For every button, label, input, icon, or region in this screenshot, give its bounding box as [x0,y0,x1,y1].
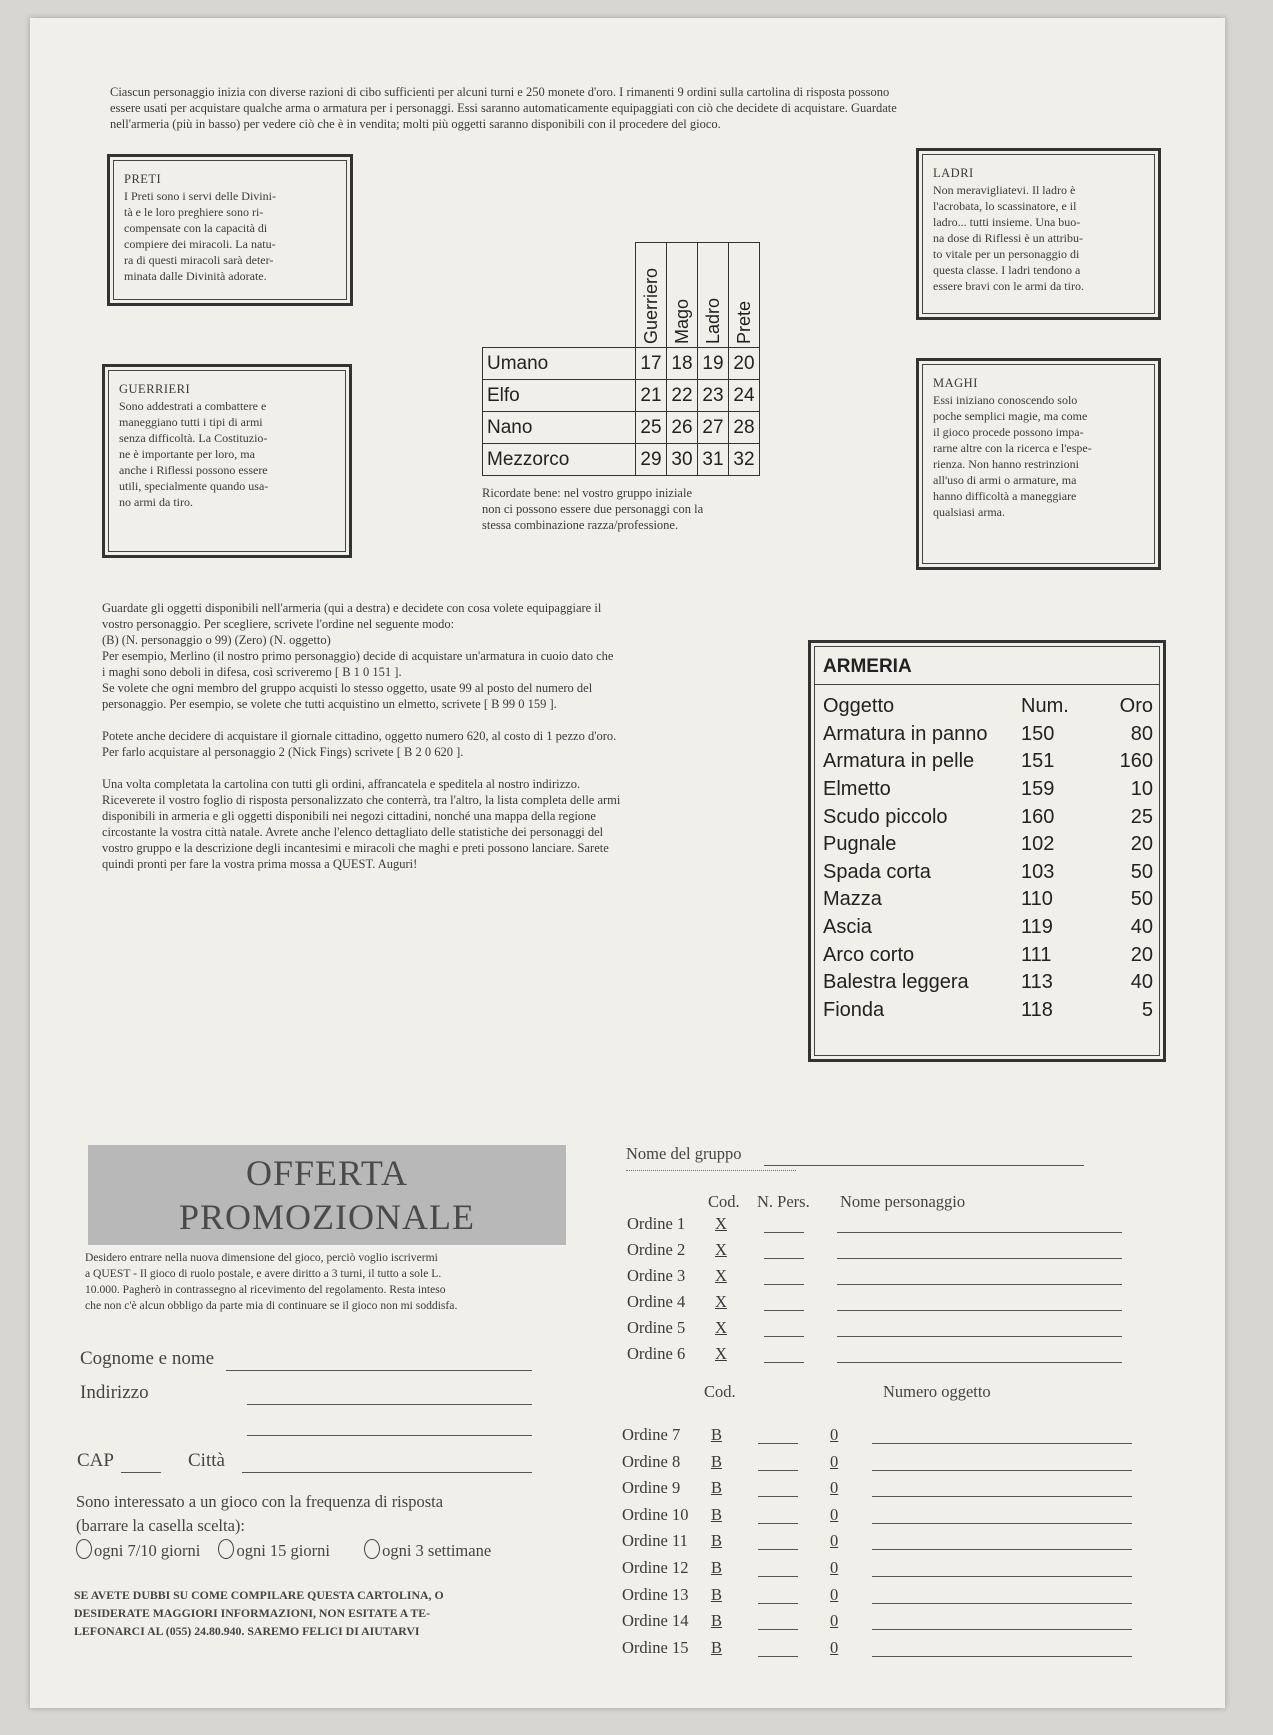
order-label: Ordine 8 [622,1451,681,1471]
order-label: Ordine 7 [622,1425,681,1444]
order-item-field[interactable] [872,1603,1132,1604]
instructions-para-1: Guardate gli oggetti disponibili nell'armeria (qui a destra) e decidete con cosa volete equipaggiare il vostro personaggio. Per scegliere, scrivete l'ordine nel seguente modo: (B) (N. personaggio o 99) (Zero) (N. oggetto) Per esempio, Merlino (il nostro primo personaggio) decide di acquistare un'armatura in cuoio dato che i maghi sono deboli in difesa, così scriveremo [ B 1 0 151 ]. Se volete che ogni membro del gruppo acquisti lo stesso oggetto, usate 99 al posto del numero del personaggio. Per esempio, se volete che tutti acquistino un elmetto, scrivete [ B 99 0 159 ]. [102,601,614,711]
order-row [622,1452,1102,1474]
option-7-10[interactable]: ogni 7/10 giorni [76,1541,200,1560]
order-item-field[interactable] [872,1443,1132,1444]
order-code: X [715,1266,727,1285]
grid-code: 30 [667,444,698,476]
grid-header-row [483,243,760,348]
class-line: I Preti sono i servi delle Divini- [124,189,276,203]
instructions [102,600,822,872]
radio-circle-icon [364,1539,380,1559]
class-line: compiere dei miracoli. La natu- [124,237,276,251]
order-item-field[interactable] [872,1549,1132,1550]
order-npers-field[interactable] [764,1258,804,1259]
order-label: Ordine 11 [622,1531,688,1551]
order-row [622,1611,1102,1633]
order-name-field[interactable] [837,1232,1122,1233]
order-code: B [711,1584,723,1604]
grid-row-label: Umano [483,348,636,380]
order-npers-field[interactable] [758,1656,798,1657]
order-row [627,1344,1107,1366]
class-line: na dose di Riflessi è un attribu- [933,231,1083,245]
class-title: MAGHI [933,376,978,390]
order-code: X [715,1344,727,1363]
class-title: LADRI [933,166,974,180]
grid-row-label: Mezzorco [483,444,636,476]
order-zero: 0 [830,1504,839,1524]
order-label: Ordine 14 [622,1611,689,1631]
instructions-para-3: Una volta completata la cartolina con tutti gli ordini, affrancatela e speditela al nostro indirizzo. Riceverete il vostro foglio di risposta personalizzato che conterrà, tra l'altro, la lista completa delle armi disponibili in armeria e gli oggetti disponibili nei negozi cittadini, nonché una mappa della regione circostante la vostra città natale. Avrete anche l'elenco dettagliato delle statistiche dei personaggi del vostro gruppo e la descrizione degli incantesimi e miracoli che maghi e preti possono lanciare. Sarete quindi pronti per fare la vostra prima mossa a QUEST. Auguri! [102,777,621,871]
order-code: B [711,1478,723,1498]
class-line: rarne altre con la ricerca e l'espe- [933,441,1092,455]
class-line: Essi iniziano conoscendo solo [933,393,1078,407]
table-row: Spada corta 103 50 [823,860,1153,883]
indirizzo-label: Indirizzo [80,1382,149,1403]
order-item-field[interactable] [872,1496,1132,1497]
header-nome-personaggio: Nome personaggio [840,1192,966,1211]
order-row [627,1292,1107,1314]
class-line: essere bravi con le armi da tiro. [933,279,1084,293]
option-3-settimane[interactable]: ogni 3 settimane [364,1541,491,1560]
grid-code: 25 [636,412,667,444]
order-label: Ordine 10 [622,1504,689,1524]
radio-circle-icon [218,1539,234,1559]
grid-code: 28 [729,412,760,444]
race-class-grid [482,242,760,476]
order-item-field[interactable] [872,1523,1132,1524]
class-title: PRETI [124,172,162,186]
order-zero: 0 [830,1425,839,1444]
promo-title-1: OFFERTA [246,1153,408,1193]
armeria-title: ARMERIA [815,647,1159,685]
class-line: ladro... tutti insieme. Una buo- [933,215,1081,229]
grid-code: 18 [667,348,698,380]
header-cod-2: Cod. [704,1382,736,1401]
intro-line: essere usati per acquistare qualche arma o armatura per i personaggi. Essi saranno automaticamente equipaggiati con ciò che decidete di acquistare. Guardate [110,101,897,115]
class-line: l'acrobata, lo scassinatore, e il [933,199,1077,213]
class-line: compensate con la capacità di [124,221,268,235]
order-zero: 0 [830,1611,839,1631]
group-name-hint-icon [626,1170,796,1174]
armeria-header: Num. [1021,695,1069,718]
grid-code: 21 [636,380,667,412]
order-item-field[interactable] [872,1656,1132,1657]
order-label: Ordine 2 [627,1240,686,1259]
help-footer: SE AVETE DUBBI SU COME COMPILARE QUESTA CARTOLINA, O DESIDERATE MAGGIORI INFORMAZIONI, NON ESITATE A TE- LEFONARCI AL (055) 24.80.940. SAREMO FELICI DI AIUTARVI [74,1588,444,1638]
order-row [627,1318,1107,1340]
table-row: Armatura in pelle 151 160 [823,750,1153,773]
armeria-table [815,685,1159,1024]
grid-code: 27 [698,412,729,444]
order-label: Ordine 6 [627,1344,686,1363]
grid-row [483,380,760,412]
class-line: poche semplici magie, ma come [933,409,1088,423]
order-zero: 0 [830,1531,839,1551]
grid-code: 23 [698,380,729,412]
grid-code: 29 [636,444,667,476]
order-label: Ordine 9 [622,1478,681,1498]
class-line: maneggiano tutti i tipi di armi [119,415,263,429]
grid-note: Ricordate bene: nel vostro gruppo iniziale non ci possono essere due personaggi con la stessa combinazione razza/professione. [482,486,704,532]
order-name-field[interactable] [837,1258,1122,1259]
armeria-header: Oro [1119,695,1153,718]
order-npers-field[interactable] [758,1549,798,1550]
order-row [622,1478,1102,1500]
order-npers-field[interactable] [758,1629,798,1630]
grid-code: 19 [698,348,729,380]
order-npers-field[interactable] [758,1523,798,1524]
instructions-para-2: Potete anche decidere di acquistare il giornale cittadino, oggetto numero 620, al costo di 1 pezzo d'oro. Per farlo acquistare al personaggio 2 (Nick Fings) scrivete [ B 2 0 620 ]. [102,729,617,759]
class-line: tà e le loro preghiere sono ri- [124,205,264,219]
intro-paragraph [110,84,1190,132]
grid-col-header: Mago [667,243,698,348]
class-line: questa classe. I ladri tendono a [933,263,1081,277]
order-zero: 0 [830,1637,839,1657]
order-code: X [715,1214,727,1233]
grid-code: 22 [667,380,698,412]
grid-row [483,444,760,476]
order-name-field[interactable] [837,1362,1122,1363]
group-name-field[interactable] [764,1165,1084,1166]
order-npers-field[interactable] [758,1496,798,1497]
order-npers-field[interactable] [764,1336,804,1337]
class-line: ne è importante per loro, ma [119,447,255,461]
table-row: Elmetto 159 10 [823,778,1153,801]
order-npers-field[interactable] [764,1310,804,1311]
citta-field[interactable] [242,1472,532,1473]
table-row: Balestra leggera 113 40 [823,971,1153,994]
order-row [627,1266,1107,1288]
order-row [622,1638,1102,1660]
order-row [627,1214,1107,1236]
class-line: minata dalle Divinità adorate. [124,269,267,283]
armeria-header-row [815,685,1159,721]
armeria-box [808,640,1166,1062]
order-code: B [711,1504,723,1524]
order-code: B [711,1558,723,1577]
option-15[interactable]: ogni 15 giorni [218,1541,330,1560]
grid-code: 24 [729,380,760,412]
group-name-label: Nome del gruppo [626,1144,742,1163]
order-npers-field[interactable] [758,1576,798,1577]
class-line: ra di questi miracoli sarà deter- [124,253,274,267]
citta-label: Città [188,1450,225,1471]
table-row: Fionda 118 5 [823,998,1153,1021]
order-row [622,1531,1102,1553]
order-row [622,1425,1102,1447]
class-box-maghi [916,358,1161,570]
frequency-options [76,1539,491,1561]
order-npers-field[interactable] [758,1603,798,1604]
grid-col-header: Prete [729,243,760,348]
order-npers-field[interactable] [764,1284,804,1285]
order-row [627,1240,1107,1262]
order-zero: 0 [830,1478,839,1498]
grid-code: 20 [729,348,760,380]
order-code: X [715,1240,727,1259]
grid-code: 32 [729,444,760,476]
order-row [622,1558,1102,1580]
class-line: no armi da tiro. [119,495,193,509]
order-row [622,1505,1102,1527]
order-label: Ordine 13 [622,1584,689,1604]
grid-code: 31 [698,444,729,476]
intro-line: Ciascun personaggio inizia con diverse razioni di cibo sufficienti per alcuni turni e 250 monete d'oro. I rimanenti 9 ordini sulla cartolina di risposta possono [110,85,890,99]
order-name-field[interactable] [837,1310,1122,1311]
order-row [622,1585,1102,1607]
grid-row [483,348,760,380]
table-row: Pugnale 102 20 [823,833,1153,856]
order-code: B [711,1425,723,1444]
armeria-header: Oggetto [823,695,895,718]
order-label: Ordine 3 [627,1266,686,1285]
grid-row-label: Elfo [483,380,636,412]
grid-code: 17 [636,348,667,380]
class-line: anche i Riflessi possono essere [119,463,268,477]
order-item-field[interactable] [872,1470,1132,1471]
order-zero: 0 [830,1451,839,1471]
cap-label: CAP [77,1450,114,1471]
document-page [30,18,1225,1708]
promo-text: Desidero entrare nella nuova dimensione del gioco, perciò voglio iscrivermi a QUEST - Il gioco di ruolo postale, e avere diritto a 3 turni, il tutto a sole L. 10.000. Pagherò in contrassegno al ricevimento del regolamento. Resta inteso che non c'è alcun obbligo da parte mia di continuare se il gioco non mi soddisfa. [85,1251,458,1312]
order-npers-field[interactable] [758,1470,798,1471]
cognome-label: Cognome e nome [80,1348,215,1369]
header-numero-oggetto: Numero oggetto [883,1382,991,1401]
order-code: B [711,1637,723,1657]
order-npers-field[interactable] [764,1232,804,1233]
promo-title-2: PROMOZIONALE [179,1197,475,1237]
grid-col-header: Guerriero [636,243,667,348]
order-item-field[interactable] [872,1629,1132,1630]
order-zero: 0 [830,1584,839,1604]
grid-code: 26 [667,412,698,444]
order-label: Ordine 4 [627,1292,686,1311]
order-code: X [715,1318,727,1337]
order-label: Ordine 15 [622,1637,689,1657]
class-line: rienza. Non hanno restrinzioni [933,457,1079,471]
class-line: all'uso di armi o armature, ma [933,473,1077,487]
order-name-field[interactable] [837,1336,1122,1337]
class-line: utili, specialmente quando usa- [119,479,269,493]
order-item-field[interactable] [872,1576,1132,1577]
order-label: Ordine 1 [627,1214,686,1233]
cognome-field[interactable] [226,1370,532,1371]
header-npers: N. Pers. [757,1192,810,1211]
radio-circle-icon [76,1539,92,1559]
order-npers-field[interactable] [758,1443,798,1444]
indirizzo-field[interactable] [247,1404,532,1405]
table-row: Armatura in panno 150 80 [823,722,1153,745]
cap-field[interactable] [121,1472,161,1473]
indirizzo-field-2[interactable] [247,1435,532,1436]
class-title: GUERRIERI [119,382,191,396]
table-row: Mazza 110 50 [823,888,1153,911]
class-box-ladri [916,148,1161,320]
order-code: B [711,1531,723,1551]
table-row: Ascia 119 40 [823,916,1153,939]
order-label: Ordine 5 [627,1318,686,1337]
class-line: to vitale per un personaggio di [933,247,1080,261]
grid-col-header: Ladro [698,243,729,348]
order-name-field[interactable] [837,1284,1122,1285]
table-row: Scudo piccolo 160 25 [823,805,1153,828]
class-line: hanno difficoltà a maneggiare [933,489,1077,503]
intro-line: nell'armeria (più in basso) per vedere ciò che è in vendita; molti più oggetti saranno disponibili con il procedere del gioco. [110,117,721,131]
class-line: Sono addestrati a combattere e [119,399,267,413]
order-zero: 0 [830,1558,839,1577]
table-row: Arco corto 111 20 [823,943,1153,966]
order-npers-field[interactable] [764,1362,804,1363]
grid-row-label: Nano [483,412,636,444]
class-line: senza difficoltà. La Costituzio- [119,431,268,445]
class-line: il gioco procede possono impa- [933,425,1084,439]
promo-heading [88,1145,566,1245]
class-line: Non meravigliatevi. Il ladro è [933,183,1076,197]
order-label: Ordine 12 [622,1558,689,1577]
order-code: B [711,1611,723,1631]
order-code: B [711,1451,723,1471]
class-box-guerrieri [102,364,352,558]
header-cod: Cod. [708,1192,740,1211]
class-line: qualsiasi arma. [933,505,1005,519]
frequency-text: Sono interessato a un gioco con la frequenza di risposta (barrare la casella scelta): [76,1492,444,1535]
order-code: X [715,1292,727,1311]
grid-row [483,412,760,444]
class-box-preti [107,154,353,306]
